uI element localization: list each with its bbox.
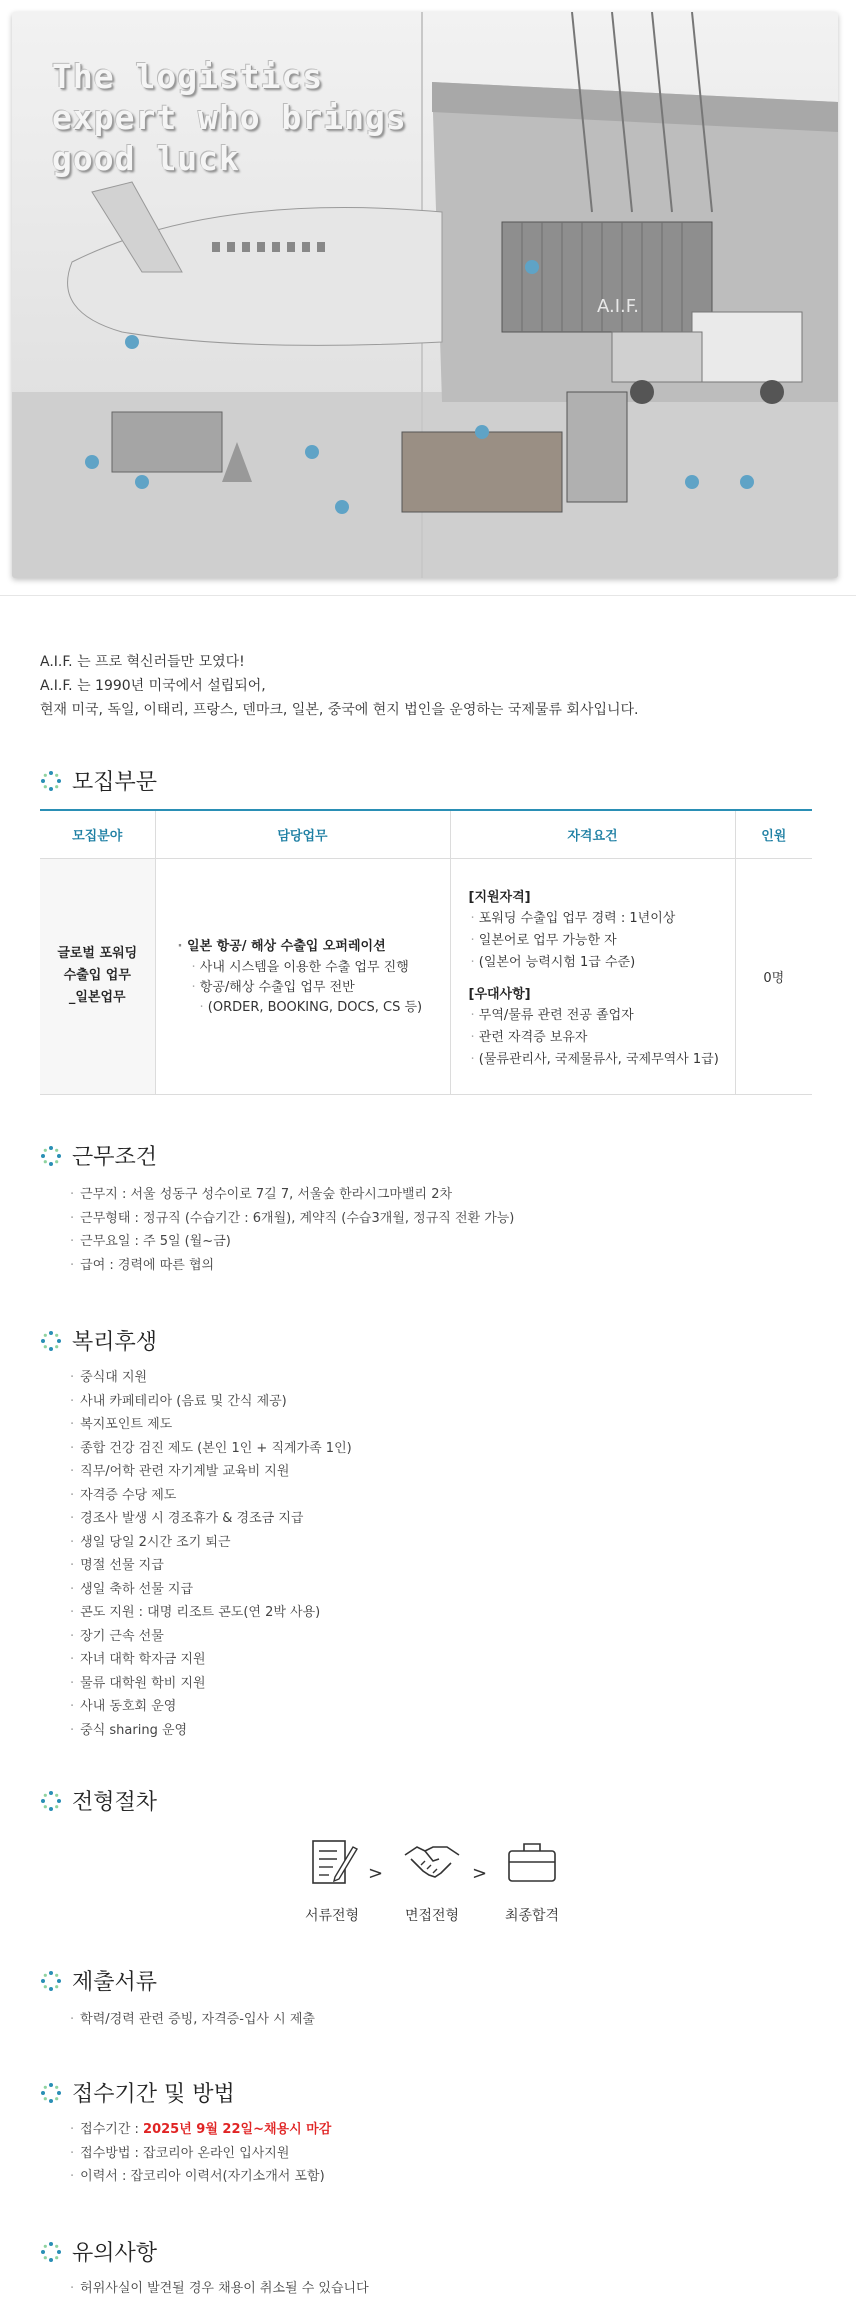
header-duty: 담당업무 bbox=[155, 810, 450, 858]
required-item: · 포워딩 수출입 업무 경력 : 1년이상 bbox=[469, 909, 735, 929]
list-item: · 허위사실이 발견될 경우 채용이 취소될 수 있습니다 bbox=[70, 2277, 369, 2301]
list-item: · 종합 건강 검진 제도 (본인 1인 + 직계가족 1인) bbox=[70, 1437, 352, 1461]
section-heading: 유의사항 bbox=[72, 2241, 158, 2266]
loading-dots-icon bbox=[40, 1145, 62, 1167]
hero-title-line: good luck bbox=[52, 139, 240, 178]
list-item: · 접수방법 : 잡코리아 온라인 입사지원 bbox=[70, 2142, 331, 2166]
step-label: 면접전형 bbox=[404, 1908, 460, 1924]
hero-illustration bbox=[12, 12, 838, 578]
section-heading: 접수기간 및 방법 bbox=[72, 2082, 235, 2107]
handshake-icon bbox=[403, 1835, 461, 1889]
required-item: · 일본어로 업무 가능한 자 bbox=[469, 931, 735, 951]
documents-list bbox=[70, 2008, 315, 2032]
list-item: · 자녀 대학 학자금 지원 bbox=[70, 1648, 352, 1672]
notes-section-title bbox=[40, 2236, 157, 2267]
section-heading: 근무조건 bbox=[72, 1145, 158, 1170]
required-item-cont bbox=[469, 953, 735, 973]
preferred-item-text: (물류관리사, 국제물류사, 국제무역사 1급) bbox=[478, 1052, 719, 1067]
documents-section-title bbox=[40, 1965, 157, 1996]
benefits-section-title bbox=[40, 1325, 157, 1356]
requirements-cell bbox=[450, 858, 735, 1094]
list-item: · 사내 동호회 운영 bbox=[70, 1695, 352, 1719]
intro-line: 현재 미국, 독일, 이태리, 프랑스, 덴마크, 일본, 중국에 현지 법인을 운영하는 국제물류 회사입니다. bbox=[40, 702, 639, 718]
list-item: · 명절 선물 지급 bbox=[70, 1554, 352, 1578]
field-line: 글로벌 포워딩 bbox=[57, 946, 138, 961]
step-document bbox=[292, 1835, 372, 1925]
header-requirements: 자격요건 bbox=[450, 810, 735, 858]
loading-dots-icon bbox=[40, 1330, 62, 1352]
preferred-list bbox=[469, 1006, 735, 1070]
required-list bbox=[469, 909, 735, 973]
list-item: · 학력/경력 관련 증빙, 자격증-입사 시 제출 bbox=[70, 2008, 315, 2032]
header-count: 인원 bbox=[735, 810, 812, 858]
conditions-list bbox=[70, 1183, 514, 1277]
header-field: 모집분야 bbox=[40, 810, 155, 858]
hero-section bbox=[0, 0, 856, 596]
list-item: · 콘도 지원 : 대명 리조트 콘도(연 2박 사용) bbox=[70, 1601, 352, 1625]
hero-title-line: The logistics bbox=[52, 57, 324, 96]
preferred-item-cont bbox=[469, 1050, 735, 1070]
section-heading: 모집부문 bbox=[72, 770, 158, 795]
duty-cell bbox=[155, 858, 450, 1094]
recruit-table bbox=[40, 809, 812, 1095]
application-section-title bbox=[40, 2077, 235, 2108]
recruit-section-title bbox=[40, 765, 157, 796]
step-label: 서류전형 bbox=[304, 1908, 360, 1924]
process-steps bbox=[292, 1835, 572, 1925]
list-item: · 중식대 지원 bbox=[70, 1366, 352, 1390]
intro-line: A.I.F. 는 1990년 미국에서 설립되어, bbox=[40, 678, 266, 694]
loading-dots-icon bbox=[40, 1790, 62, 1812]
preferred-item: · 관련 자격증 보유자 bbox=[469, 1028, 735, 1048]
duty-item-cont bbox=[192, 998, 450, 1018]
duty-main: · 일본 항공/ 해상 수출입 오퍼레이션 bbox=[178, 935, 450, 954]
process-section-title bbox=[40, 1785, 157, 1816]
briefcase-icon bbox=[505, 1835, 559, 1889]
application-list bbox=[70, 2118, 331, 2189]
list-item: · 장기 근속 선물 bbox=[70, 1625, 352, 1649]
table-row bbox=[40, 858, 812, 1094]
list-item: · 근무요일 : 주 5일 (월~금) bbox=[70, 1230, 514, 1254]
field-line: _일본업무 bbox=[68, 990, 126, 1005]
intro-line: A.I.F. 는 프로 혁신러들만 모였다! bbox=[40, 654, 245, 670]
list-item: · 급여 : 경력에 따른 협의 bbox=[70, 1254, 514, 1278]
list-item-period bbox=[70, 2118, 331, 2142]
count-cell: 0명 bbox=[735, 858, 812, 1094]
list-item: · 물류 대학원 학비 지원 bbox=[70, 1672, 352, 1696]
list-item: · 사내 카페테리아 (음료 및 간식 제공) bbox=[70, 1390, 352, 1414]
list-item: · 생일 당일 2시간 조기 퇴근 bbox=[70, 1531, 352, 1555]
duty-item: · 사내 시스템을 이용한 수출 업무 진행 bbox=[192, 958, 450, 978]
field-line: 수출입 업무 bbox=[63, 968, 131, 983]
list-item: · 중식 sharing 운영 bbox=[70, 1719, 352, 1743]
list-item: · 이력서 : 잡코리아 이력서(자기소개서 포함) bbox=[70, 2165, 331, 2189]
field-cell bbox=[40, 858, 155, 1094]
required-item-text: (일본어 능력시험 1급 수준) bbox=[478, 955, 636, 970]
list-item: · 복지포인트 제도 bbox=[70, 1413, 352, 1437]
hero-title-line: expert who brings bbox=[52, 98, 407, 137]
list-item: · 직무/어학 관련 자기계발 교육비 지원 bbox=[70, 1460, 352, 1484]
list-item: · 생일 축하 선물 지급 bbox=[70, 1578, 352, 1602]
duty-item-text: (ORDER, BOOKING, DOCS, CS 등) bbox=[207, 999, 423, 1015]
container-mark: A.I.F. bbox=[597, 296, 639, 317]
chevron-right-icon: > bbox=[472, 1863, 488, 1884]
loading-dots-icon bbox=[40, 1970, 62, 1992]
section-heading: 복리후생 bbox=[72, 1330, 158, 1355]
duty-list bbox=[178, 958, 450, 1018]
section-heading: 전형절차 bbox=[72, 1790, 158, 1815]
conditions-section-title bbox=[40, 1140, 157, 1171]
loading-dots-icon bbox=[40, 2241, 62, 2263]
company-intro bbox=[40, 650, 638, 722]
notes-list bbox=[70, 2277, 369, 2301]
section-heading: 제출서류 bbox=[72, 1970, 158, 1995]
list-item: · 경조사 발생 시 경조휴가 & 경조금 지급 bbox=[70, 1507, 352, 1531]
loading-dots-icon bbox=[40, 770, 62, 792]
preferred-item: · 무역/물류 관련 전공 졸업자 bbox=[469, 1006, 735, 1026]
hero-title bbox=[52, 56, 407, 179]
document-icon bbox=[305, 1835, 359, 1889]
list-item: · 자격증 수당 제도 bbox=[70, 1484, 352, 1508]
step-final bbox=[492, 1835, 572, 1925]
chevron-right-icon: > bbox=[368, 1863, 384, 1884]
step-label: 최종합격 bbox=[504, 1908, 560, 1924]
period-value: 2025년 9월 22일~채용시 마감 bbox=[143, 2122, 332, 2137]
list-item: · 근무지 : 서울 성동구 성수이로 7길 7, 서울숲 한라시그마밸리 2차 bbox=[70, 1183, 514, 1207]
period-label: 접수기간 : bbox=[80, 2122, 144, 2137]
preferred-title: [우대사항] bbox=[468, 987, 531, 1002]
loading-dots-icon bbox=[40, 2082, 62, 2104]
benefits-list bbox=[70, 1366, 352, 1742]
list-item: · 근무형태 : 정규직 (수습기간 : 6개월), 계약직 (수습3개월, 정규직 전환 가능) bbox=[70, 1207, 514, 1231]
duty-item: · 항공/해상 수출입 업무 전반 bbox=[192, 978, 450, 998]
step-interview bbox=[392, 1835, 472, 1925]
required-title: [지원자격] bbox=[468, 890, 531, 905]
